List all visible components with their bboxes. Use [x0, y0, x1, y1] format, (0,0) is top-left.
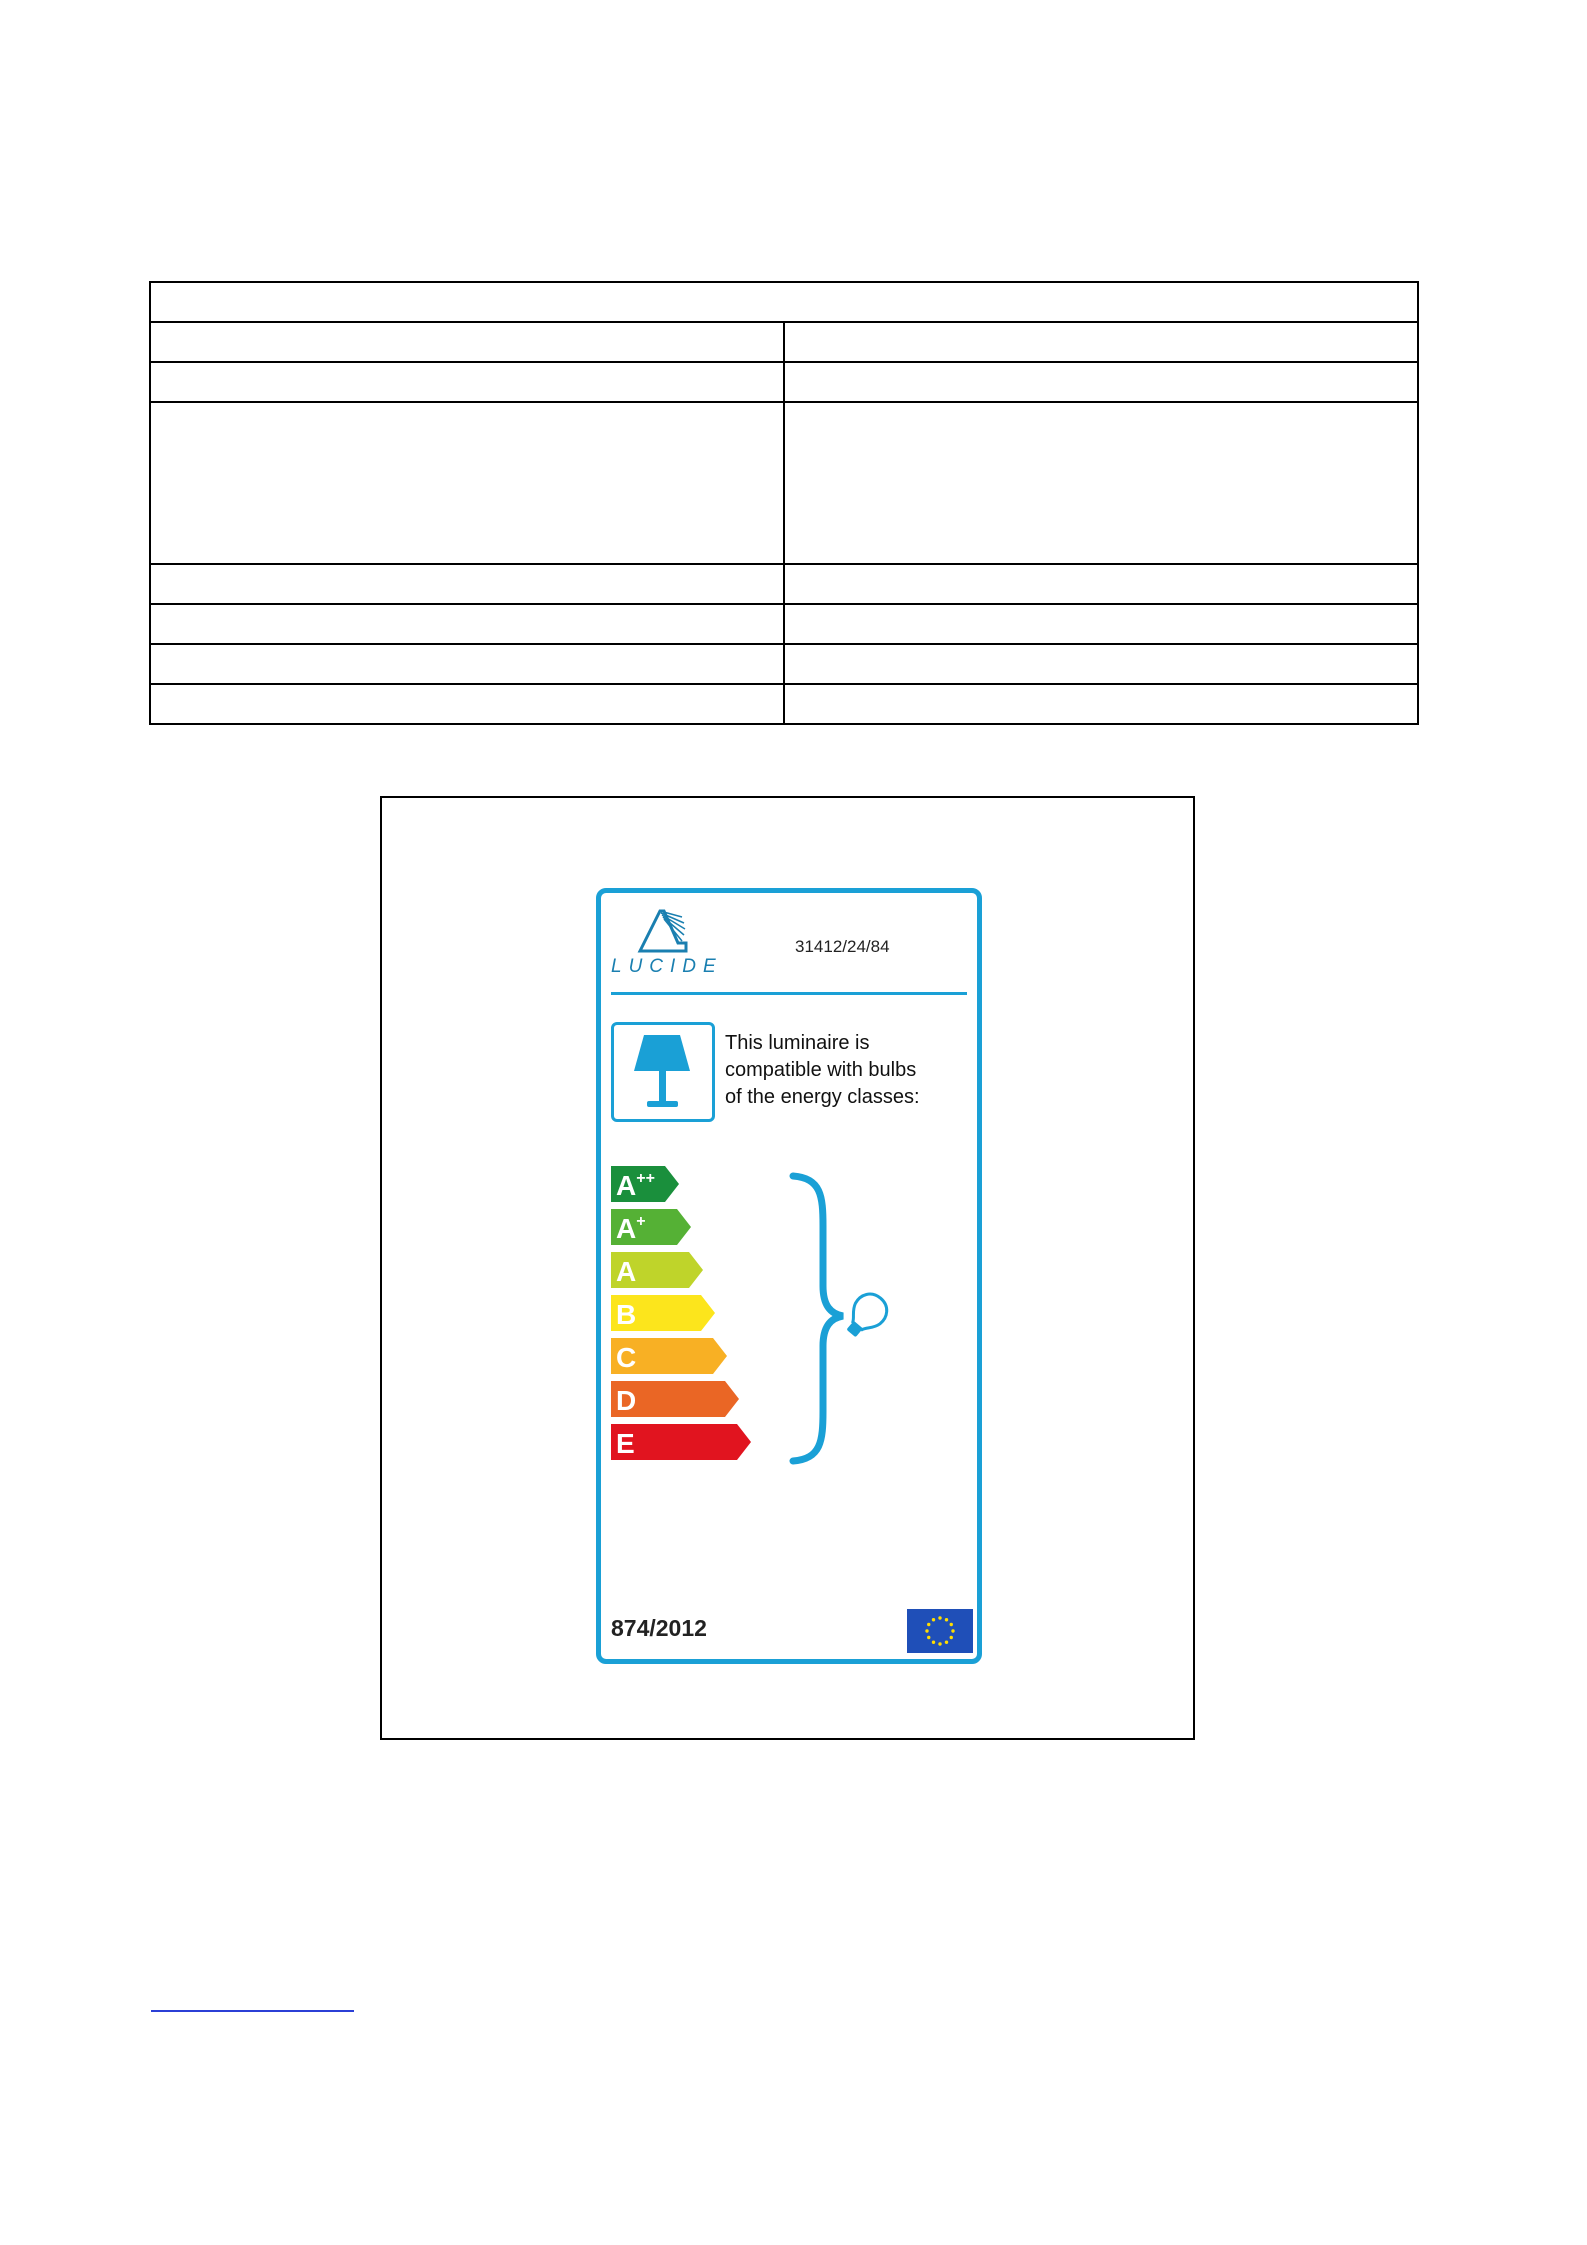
- table-cell: [150, 362, 784, 402]
- energy-class-arrow: [611, 1209, 691, 1245]
- eu-star: [925, 1629, 928, 1632]
- lucide-logo-icon: [634, 907, 694, 955]
- energy-class-arrow: [611, 1295, 715, 1331]
- table-cell: [150, 564, 784, 604]
- compatibility-text: [725, 1030, 965, 1111]
- table-row: [150, 362, 1418, 402]
- table-cell: [150, 282, 1418, 322]
- eu-star: [927, 1636, 930, 1639]
- energy-class-arrow: [611, 1166, 679, 1202]
- table-row: [150, 282, 1418, 322]
- energy-class-label: C: [616, 1342, 637, 1373]
- table-row: [150, 402, 1418, 564]
- table-row: [150, 604, 1418, 644]
- table-cell: [784, 684, 1418, 724]
- table-row: [150, 644, 1418, 684]
- bracket-icon: [793, 1176, 843, 1461]
- compat-line: of the energy classes:: [725, 1086, 920, 1108]
- energy-class-label: A+: [616, 1213, 646, 1244]
- eu-star: [932, 1641, 935, 1644]
- divider: [611, 992, 967, 995]
- table-cell: [150, 644, 784, 684]
- eu-star: [938, 1642, 941, 1645]
- energy-scale: [611, 1166, 977, 1486]
- eu-star: [938, 1616, 941, 1619]
- energy-class-label: B: [616, 1299, 637, 1330]
- brand-name: LUCIDE: [611, 956, 723, 977]
- table-row: [150, 684, 1418, 724]
- energy-class-label: A: [616, 1256, 637, 1287]
- eu-star: [927, 1623, 930, 1626]
- energy-class-label: E: [616, 1428, 635, 1459]
- energy-class-label: D: [616, 1385, 637, 1416]
- table-cell: [150, 322, 784, 362]
- compat-line: compatible with bulbs: [725, 1059, 917, 1081]
- table-cell: [784, 644, 1418, 684]
- table-row: [150, 322, 1418, 362]
- eu-star: [945, 1618, 948, 1621]
- table-cell: [784, 322, 1418, 362]
- table-cell: [784, 362, 1418, 402]
- lamp-box: [611, 1022, 715, 1122]
- table-cell: [150, 402, 784, 564]
- table-cell: [784, 564, 1418, 604]
- energy-class-label: A++: [616, 1170, 655, 1201]
- energy-class-arrow: [611, 1338, 727, 1374]
- energy-label: [596, 888, 982, 1664]
- table-lamp-icon: [614, 1025, 712, 1119]
- eu-star: [932, 1618, 935, 1621]
- bulb-icon: [838, 1288, 893, 1344]
- eu-flag-icon: [907, 1609, 973, 1653]
- regulation-number: 874/2012: [611, 1615, 707, 1641]
- energy-class-arrow: [611, 1424, 751, 1460]
- eu-star: [951, 1629, 954, 1632]
- model-code: 31412/24/84: [795, 937, 890, 956]
- table-cell: [150, 604, 784, 644]
- hyperlink[interactable]: [151, 2010, 354, 2012]
- eu-star: [950, 1623, 953, 1626]
- eu-star: [945, 1641, 948, 1644]
- spec-table: [149, 281, 1419, 725]
- compat-line: This luminaire is: [725, 1032, 870, 1054]
- table-cell: [784, 402, 1418, 564]
- energy-class-arrow: [611, 1252, 703, 1288]
- table-cell: [150, 684, 784, 724]
- eu-star: [950, 1636, 953, 1639]
- table-cell: [784, 604, 1418, 644]
- table-row: [150, 564, 1418, 604]
- energy-class-arrow: [611, 1381, 739, 1417]
